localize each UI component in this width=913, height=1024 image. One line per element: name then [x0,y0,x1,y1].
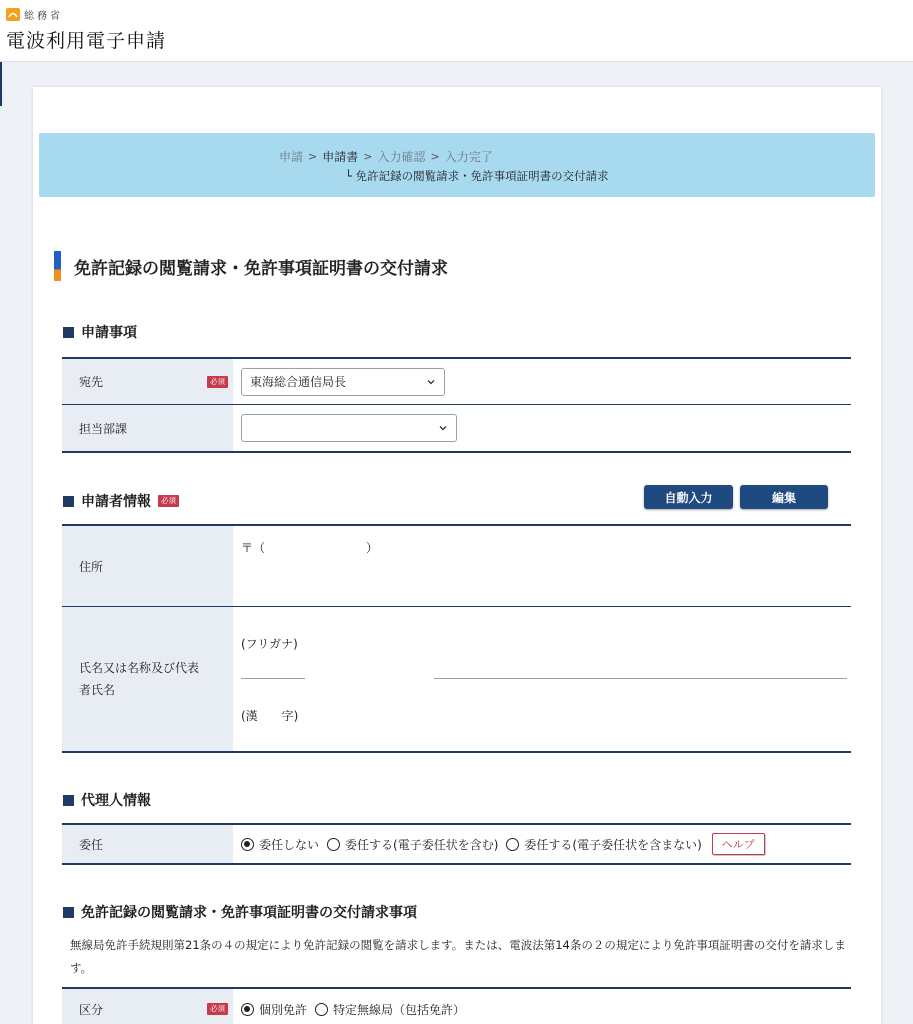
section-applicant-heading [63,491,179,511]
ministry-logo-icon [6,8,20,21]
step-complete: 入力完了 [444,150,493,164]
radio-label: 委任しない [259,837,320,852]
postal-prefix: 〒（ [241,541,266,555]
delegation-label: 委任 [79,837,104,852]
radio-unselected-icon [315,1003,328,1016]
step-form: 申請書 [322,150,359,164]
destination-label-cell [62,359,233,404]
chevron-right-icon: > [308,150,318,163]
site-header [0,0,913,62]
steps-breadcrumb [279,148,493,165]
steps-subtitle: └ 免許記録の閲覧請求・免許事項証明書の交付請求 [345,169,609,183]
destination-select[interactable] [241,368,445,396]
section-request-heading [63,902,417,922]
delegation-options-cell [233,825,851,863]
category-row [62,989,851,1024]
step-apply: 申請 [279,150,304,164]
radio-individual-license[interactable] [241,1001,307,1018]
name-value-cell [233,607,851,751]
radio-selected-icon [241,838,254,851]
radio-delegation-without-cert[interactable] [506,836,701,853]
department-select[interactable] [241,414,457,442]
address-row [62,526,851,607]
address-value-cell [233,526,851,606]
furigana-label: (フリガナ) [241,637,298,651]
chevron-right-icon: > [430,150,440,163]
main-card [33,87,881,1024]
delegation-row [62,825,851,863]
category-label: 区分 [79,1002,104,1017]
radio-unselected-icon [327,838,340,851]
left-edge-strip [0,62,2,106]
radio-specific-station[interactable] [315,1001,465,1018]
page-title-block [54,251,448,281]
destination-select-value: 東海総合通信局長 [250,375,347,389]
destination-value-cell [233,359,851,404]
request-table [62,987,851,1024]
radio-label: 個別免許 [259,1002,308,1017]
section-request-title: 免許記録の閲覧請求・免許事項証明書の交付請求事項 [81,905,417,921]
department-value-cell [233,405,851,451]
required-badge: 必須 [158,495,179,507]
name-label-cell [62,607,233,751]
section-agent-heading [63,790,151,810]
applicant-table [62,524,851,753]
postal-suffix: ） [366,541,379,555]
ministry-label: 総務省 [24,11,63,22]
edit-button[interactable]: 編集 [740,485,828,509]
application-table [62,357,851,453]
radio-selected-icon [241,1003,254,1016]
radio-unselected-icon [506,838,519,851]
chevron-down-icon [426,377,436,387]
square-bullet-icon [63,907,74,918]
help-button[interactable]: ヘルプ [712,833,765,855]
department-row [62,405,851,451]
progress-steps [39,133,875,197]
agent-table [62,823,851,865]
radio-delegation-with-cert[interactable] [327,836,498,853]
department-label: 担当部課 [79,421,128,436]
square-bullet-icon [63,496,74,507]
destination-label: 宛先 [79,375,104,389]
chevron-down-icon [438,423,448,433]
address-label: 住所 [79,559,104,574]
furigana-underline-long [434,678,847,679]
auto-fill-button[interactable]: 自動入力 [644,485,733,509]
section-applicant-title: 申請者情報 [81,494,151,510]
address-label-cell [62,526,233,606]
required-badge: 必須 [207,376,228,388]
radio-label: 委任する(電子委任状を含む) [345,837,499,852]
destination-row [62,359,851,405]
step-confirm: 入力確認 [377,150,426,164]
request-description: 無線局免許手続規則第21条の４の規定により免許記録の閲覧を請求します。または、電波法第14条の２の規定により免許事項証明書の交付を請求します。 [70,938,846,975]
delegation-label-cell [62,825,233,863]
radio-label: 特定無線局（包括免許） [333,1002,466,1017]
kanji-label: (漢 字) [241,709,299,723]
furigana-underline-short [241,678,305,679]
name-row [62,607,851,751]
name-label: 氏名又は名称及び代表者氏名 [79,661,200,697]
category-label-cell [62,989,233,1024]
department-label-cell [62,405,233,451]
chevron-right-icon: > [363,150,373,163]
category-options-cell [233,989,851,1024]
square-bullet-icon [63,795,74,806]
title-accent-bar [54,251,61,281]
required-badge: 必須 [207,1003,228,1015]
square-bullet-icon [63,327,74,338]
section-agent-title: 代理人情報 [81,793,151,809]
section-application-heading [63,322,137,342]
radio-no-delegation[interactable] [241,836,319,853]
site-title[interactable]: 電波利用電子申請 [6,30,167,52]
page-title: 免許記録の閲覧請求・免許事項証明書の交付請求 [74,258,448,279]
ministry-name [6,7,63,22]
radio-label: 委任する(電子委任状を含まない) [524,837,702,852]
section-application-title: 申請事項 [81,325,137,341]
